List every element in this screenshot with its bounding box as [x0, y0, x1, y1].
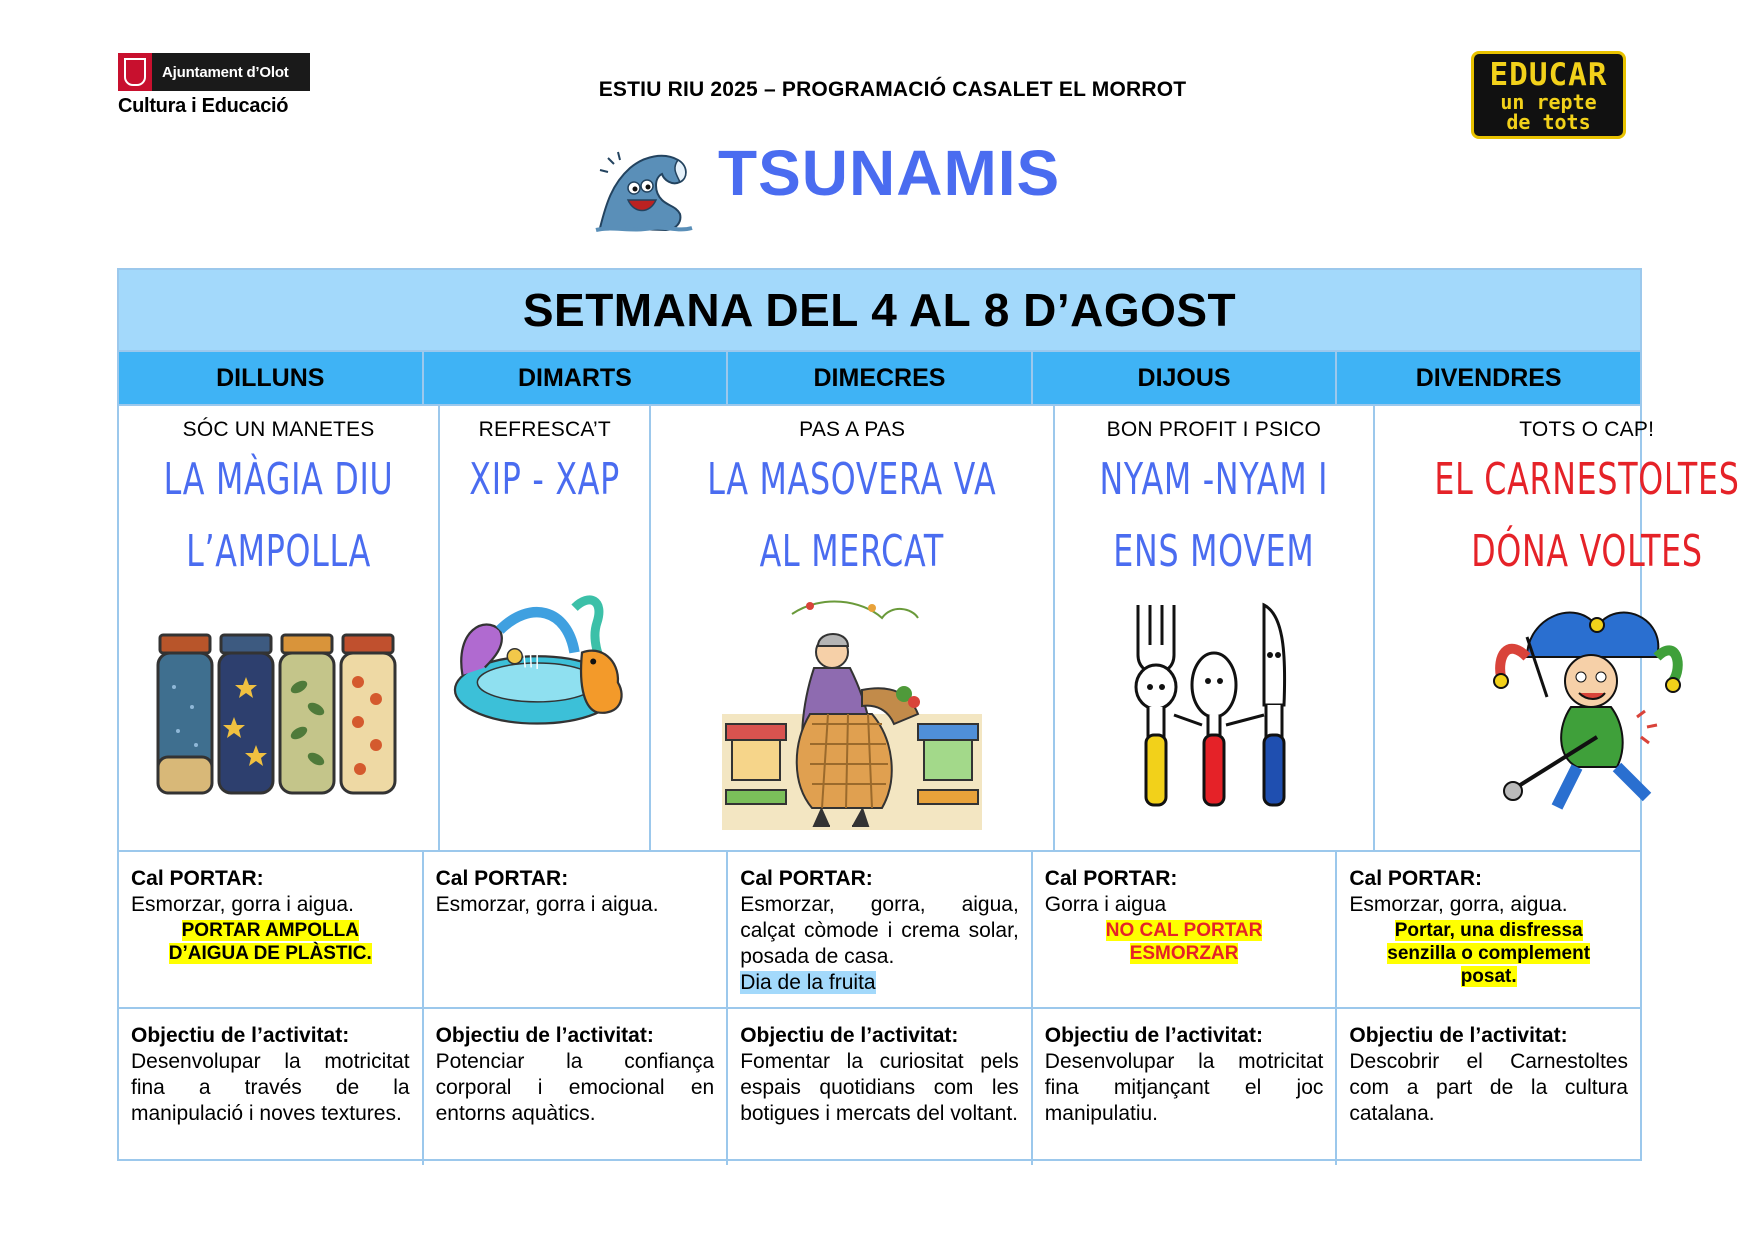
logo-department: Cultura i Educació	[118, 95, 289, 117]
day-header: DIMECRES	[726, 352, 1031, 404]
weekly-schedule-table	[117, 268, 1740, 1161]
week-banner: SETMANA DEL 4 AL 8 D’AGOST	[119, 270, 1640, 352]
market-woman-illustration	[651, 592, 1053, 832]
bring-cell-friday: Cal PORTAR: Esmorzar, gorra, aigua. Portar, una disfressa senzilla o complement posat.	[1335, 852, 1640, 1007]
bring-row	[119, 852, 1640, 1009]
day-header: DIMARTS	[422, 352, 727, 404]
activity-subtitle: REFRESCA’T	[478, 418, 611, 441]
wave-mascot-icon	[592, 144, 696, 236]
educar-logo: EDUCAR un repte de tots	[1471, 51, 1626, 139]
objective-cell-thursday: Objectiu de l’activitat: Desenvolupar la motricitat fina mitjançant el joc manipulatiu.	[1031, 1009, 1336, 1165]
objective-cell-friday: Objectiu de l’activitat: Descobrir el Carnestoltes com a part de la cultura catalana.	[1335, 1009, 1640, 1165]
activity-cell-tuesday	[438, 406, 649, 850]
cutlery-characters-illustration	[1055, 590, 1373, 820]
activity-title: LA MÀGIA DIU L’AMPOLLA	[163, 454, 394, 577]
activity-title: EL CARNESTOLTES DÓNA VOLTES	[1434, 454, 1740, 577]
sensory-bottles-illustration	[119, 592, 438, 832]
day-header-row	[119, 352, 1640, 406]
activity-subtitle: PAS A PAS	[799, 418, 906, 441]
fruit-day-highlight: Dia de la fruita	[740, 971, 876, 994]
bring-cell-thursday: Cal PORTAR: Gorra i aigua NO CAL PORTAR ESMORZAR	[1031, 852, 1336, 1007]
objective-cell-wednesday: Objectiu de l’activitat: Fomentar la curiositat pels espais quotidians com les botigues i mercats del voltant.	[726, 1009, 1031, 1165]
objective-row	[119, 1009, 1640, 1165]
bring-cell-wednesday: Cal PORTAR: Esmorzar, gorra, aigua, calçat còmode i crema solar, posada de casa. Dia de la fruita	[726, 852, 1031, 1007]
activity-cell-monday	[119, 406, 438, 850]
program-title: ESTIU RIU 2025 – PROGRAMACIÓ CASALET EL MORROT	[598, 78, 1187, 101]
bring-cell-tuesday: Cal PORTAR: Esmorzar, gorra i aigua.	[422, 852, 727, 1007]
activity-cell-friday	[1373, 406, 1755, 850]
objective-cell-tuesday: Objectiu de l’activitat: Potenciar la confiança corporal i emocional en entorns aquàtics.	[422, 1009, 727, 1165]
logo-organization-name: Ajuntament d’Olot	[152, 53, 310, 91]
group-name: TSUNAMIS	[718, 137, 1061, 209]
activity-subtitle: SÓC UN MANETES	[182, 418, 375, 441]
activity-subtitle: BON PROFIT I PSICO	[1106, 418, 1322, 441]
activity-title: LA MASOVERA VA AL MERCAT	[707, 454, 997, 577]
activity-title: NYAM -NYAM I ENS MOVEM	[1099, 454, 1329, 577]
day-header: DILLUNS	[216, 363, 325, 392]
activity-cell-thursday	[1053, 406, 1373, 850]
bring-cell-monday: Cal PORTAR: Esmorzar, gorra i aigua. PORTAR AMPOLLA D’AIGUA DE PLÀSTIC.	[131, 867, 372, 964]
activity-subtitle: TOTS O CAP!	[1519, 418, 1655, 441]
activity-cell-wednesday	[649, 406, 1053, 850]
jester-illustration	[1375, 592, 1755, 822]
inflatable-pool-illustration	[440, 530, 649, 790]
day-header: DIVENDRES	[1335, 352, 1640, 404]
activity-title: XIP - XAP	[469, 454, 621, 505]
activity-row	[119, 406, 1740, 852]
objective-cell-monday: Objectiu de l’activitat: Desenvolupar la motricitat fina a través de la manipulació i noves textures.	[131, 1024, 410, 1125]
day-header: DIJOUS	[1031, 352, 1336, 404]
